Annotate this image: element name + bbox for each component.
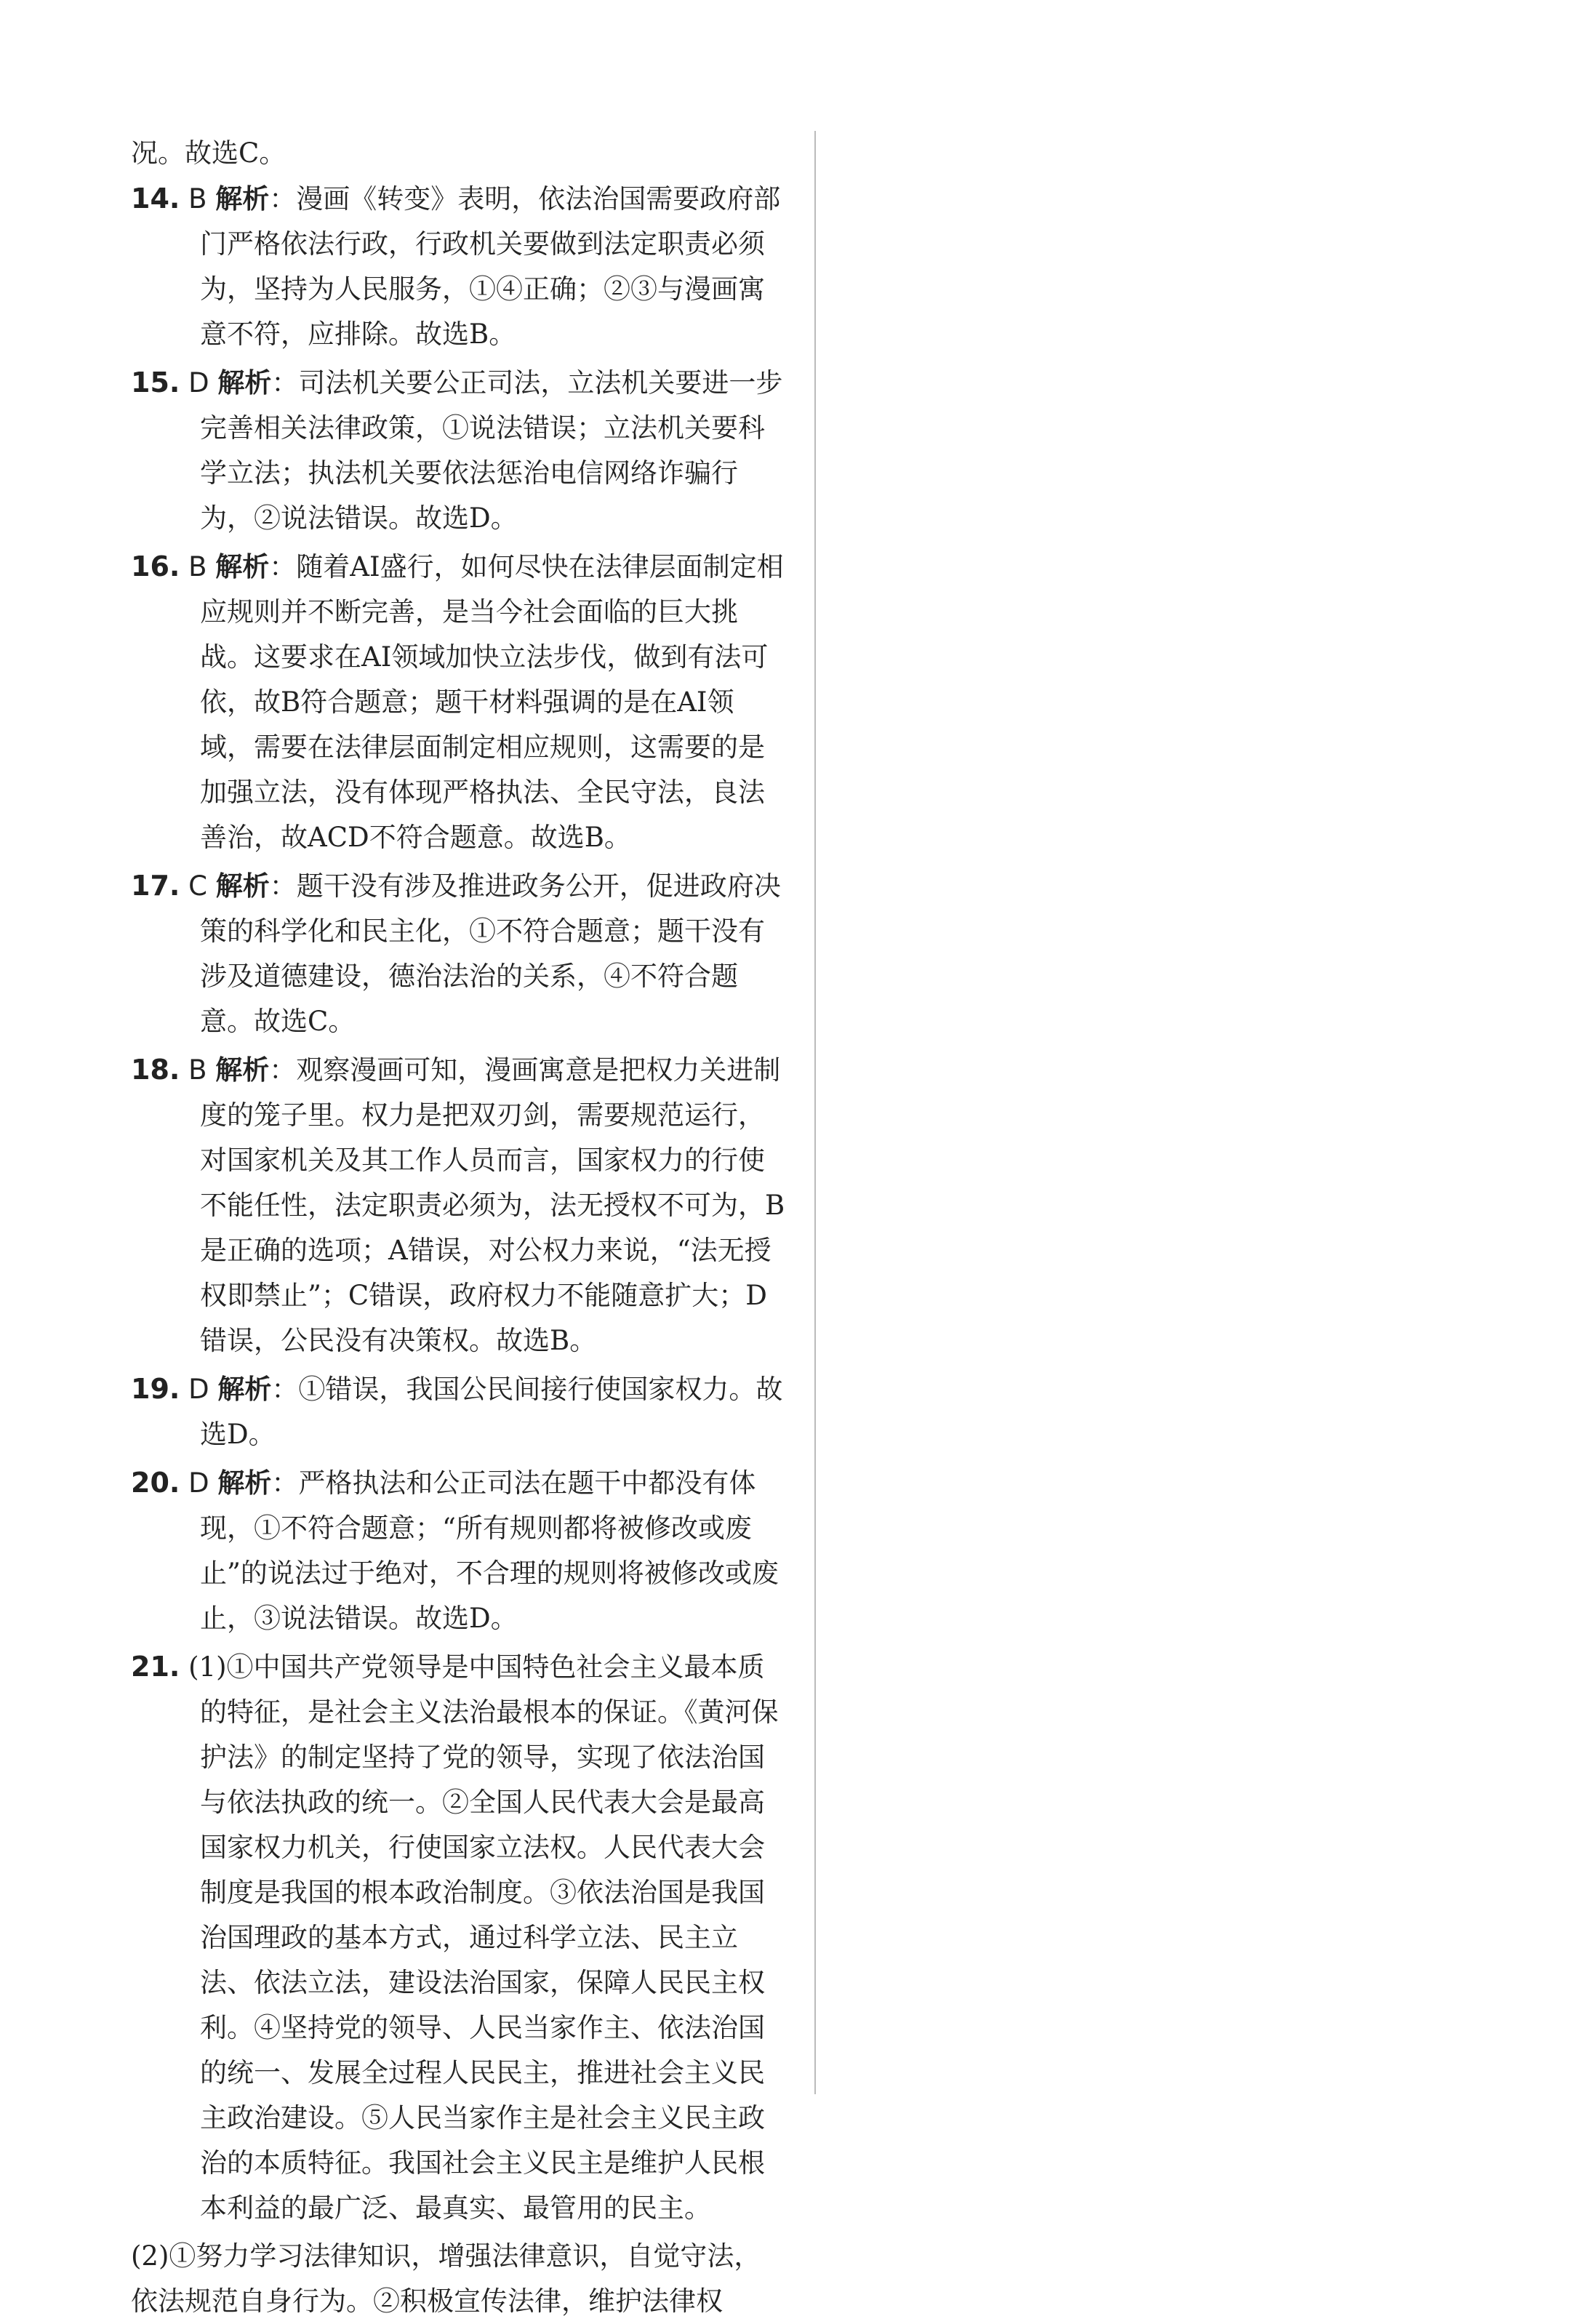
item-number: 18. bbox=[131, 1054, 180, 1086]
answer-item-21: 21. (1)①中国共产党领导是中国特色社会主义最本质的特征，是社会主义法治最根本的保证。《黄河保护法》的制定坚持了党的领导，实现了依法治国与依法执政的统一。②全国人民代表大会是最高国家权力机关，行使国家立法权。人民代表大会制度是我国的根本政治制度。③依法治国是我国治国理政的基本方式，通过科学立法、民主立法、依法立法，建设法治国家，保障人民民主权利。④坚持党的领导、人民当家作主、依法治国的统一、发展全过程人民民主，推进社会主义民主政治建设。⑤人民当家作主是社会主义民主政治的本质特征。我国社会主义民主是维护人民根本利益的最广泛、最真实、最管用的民主。 bbox=[131, 1651, 779, 2224]
item-answer: B bbox=[188, 1054, 207, 1086]
analysis-label: 解析 bbox=[215, 183, 270, 215]
analysis-label: 解析 bbox=[217, 1374, 272, 1405]
answer-item bbox=[131, 360, 785, 541]
answer-item bbox=[131, 176, 785, 357]
analysis-label: 解析 bbox=[215, 551, 270, 582]
item-number: 19. bbox=[131, 1373, 180, 1405]
analysis-label: 解析 bbox=[215, 870, 270, 902]
analysis-text: ：严格执法和公正司法在题干中都没有体现，①不符合题意；“所有规则都将被修改或废止”的说法过于绝对，不合理的规则将被修改或废止，③说法错误。故选D。 bbox=[200, 1467, 779, 1634]
analysis-text: ：司法机关要公正司法，立法机关要进一步完善相关法律政策，①说法错误；立法机关要科学立法；执法机关要依法惩治电信网络诈骗行为，②说法错误。故选D。 bbox=[200, 367, 783, 534]
analysis-text: ：①错误，我国公民间接行使国家权力。故选D。 bbox=[200, 1374, 783, 1450]
item-answer: D bbox=[188, 1374, 209, 1405]
item-answer: D bbox=[188, 1467, 209, 1499]
left-column bbox=[131, 131, 785, 2324]
analysis-text: ：随着AI盛行，如何尽快在法律层面制定相应规则并不断完善，是当今社会面临的巨大挑战。这要求在AI领域加快立法步伐，做到有法可依，故B符合题意；题干材料强调的是在AI领域，需要在法律层面制定相应规则，这需要的是加强立法，没有体现严格执法、全民守法，良法善治，故ACD不符合题意。故选B。 bbox=[200, 551, 784, 853]
analysis-label: 解析 bbox=[217, 1467, 272, 1499]
item-number: 15. bbox=[131, 366, 180, 398]
item-answer: B bbox=[188, 551, 207, 582]
answer-item bbox=[131, 863, 785, 1044]
item-number: 17. bbox=[131, 870, 180, 902]
answer-item bbox=[131, 544, 785, 860]
analysis-text: ：观察漫画可知，漫画寓意是把权力关进制度的笼子里。权力是把双刃剑，需要规范运行，对国家机关及其工作人员而言，国家权力的行使不能任性，法定职责必须为，法无授权不可为，B是正确的选项；A错误，对公权力来说，“法无授权即禁止”；C错误，政府权力不能随意扩大；D错误，公民没有决策权。故选B。 bbox=[200, 1054, 785, 1356]
analysis-text: ：漫画《转变》表明，依法治国需要政府部门严格依法行政，行政机关要做到法定职责必须为，坚持为人民服务，①④正确；②③与漫画寓意不符，应排除。故选B。 bbox=[200, 183, 781, 350]
lead-line: 况。故选C。 bbox=[131, 137, 286, 169]
item-answer: C bbox=[188, 870, 207, 902]
item-number: 20. bbox=[131, 1467, 180, 1499]
analysis-label: 解析 bbox=[217, 367, 272, 398]
analysis-text: ：题干没有涉及推进政务公开，促进政府决策的科学化和民主化，①不符合题意；题干没有涉及道德建设，德治法治的关系，④不符合题意。故选C。 bbox=[200, 870, 781, 1037]
answer-item-21-part2: (2)①努力学习法律知识，增强法律意识，自觉守法，依法规范自身行为。②积极宣传法律，维护法律权 bbox=[131, 2240, 761, 2317]
column-divider bbox=[814, 131, 816, 2094]
item-number: 14. bbox=[131, 183, 180, 215]
item-number: 16. bbox=[131, 550, 180, 582]
answer-item bbox=[131, 1047, 785, 1363]
analysis-label: 解析 bbox=[215, 1054, 270, 1086]
answer-item bbox=[131, 1366, 785, 1457]
answer-item bbox=[131, 1460, 785, 1641]
item-answer: D bbox=[188, 367, 209, 398]
item-answer: B bbox=[188, 183, 207, 215]
